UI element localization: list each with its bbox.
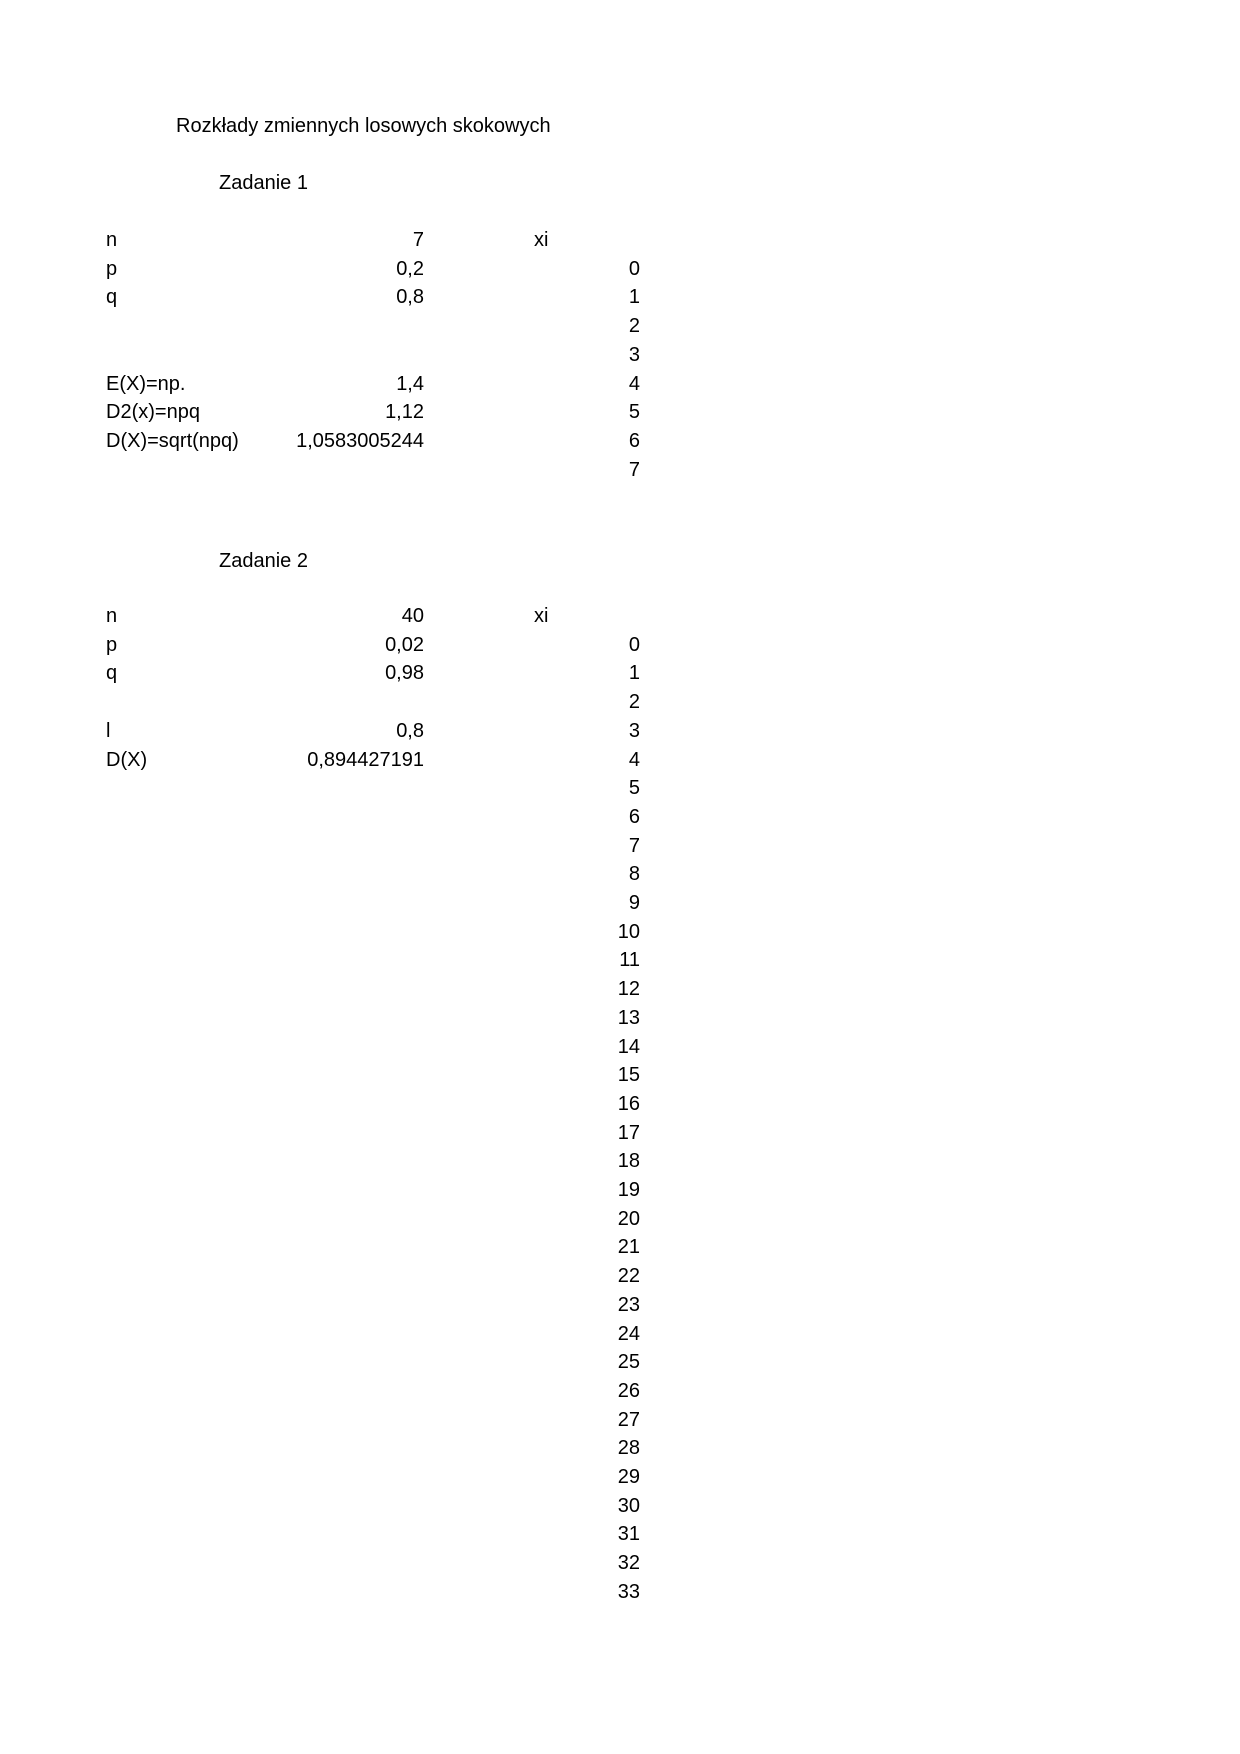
xi-value: 3 [628, 343, 640, 366]
xi-value: 4 [628, 372, 640, 395]
param-label: D(X) [106, 748, 148, 771]
xi-value: 12 [617, 978, 640, 1001]
param-label: n [106, 229, 118, 251]
param-value: 1,12 [385, 401, 424, 424]
param-value: 0,894427191 [307, 748, 424, 771]
param-value: 0,02 [385, 633, 424, 656]
zadanie-1-heading: Zadanie 1 [219, 172, 308, 194]
xi-value: 6 [628, 805, 640, 828]
zadanie-2-heading: Zadanie 2 [219, 550, 308, 572]
xi-value: 20 [617, 1207, 640, 1230]
xi-value: 11 [619, 949, 640, 972]
xi-value: 2 [628, 691, 640, 714]
param-value: 0,98 [385, 662, 424, 685]
xi-value: 30 [617, 1494, 640, 1517]
param-value: 0,8 [396, 286, 424, 309]
xi-value: 13 [617, 1006, 640, 1029]
xi-value: 33 [617, 1580, 640, 1603]
xi-header: xi [534, 605, 549, 627]
xi-value: 15 [617, 1064, 640, 1087]
xi-value: 6 [628, 429, 640, 452]
xi-value: 9 [628, 892, 640, 914]
xi-value: 29 [617, 1466, 640, 1488]
xi-header: xi [534, 229, 549, 251]
xi-value: 28 [617, 1437, 640, 1460]
xi-value: 7 [628, 458, 640, 481]
xi-value: 26 [617, 1379, 640, 1402]
xi-value: 0 [628, 633, 640, 656]
param-value: 40 [401, 605, 424, 627]
param-label: q [106, 286, 118, 309]
xi-value: 16 [617, 1092, 640, 1115]
xi-value: 0 [628, 257, 640, 280]
xi-value: 8 [628, 863, 640, 886]
xi-value: 1 [628, 286, 640, 309]
xi-value: 10 [617, 920, 640, 943]
param-value: 7 [412, 229, 424, 251]
xi-value: 27 [617, 1408, 640, 1431]
page-title: Rozkłady zmiennych losowych skokowych [176, 115, 551, 137]
xi-value: 25 [617, 1351, 640, 1374]
xi-value: 17 [617, 1121, 640, 1144]
param-label: E(X)=np. [106, 372, 186, 395]
xi-value: 22 [617, 1265, 640, 1288]
xi-value: 19 [617, 1179, 640, 1201]
xi-value: 2 [628, 315, 640, 338]
param-label: q [106, 662, 118, 685]
xi-value: 5 [628, 777, 640, 800]
param-value: 1,0583005244 [296, 429, 424, 452]
xi-value: 21 [617, 1236, 640, 1259]
xi-value: 18 [617, 1150, 640, 1173]
param-value: 0,8 [396, 719, 424, 742]
xi-value: 3 [628, 719, 640, 742]
param-label: l [106, 719, 111, 742]
xi-value: 7 [628, 834, 640, 857]
param-label: n [106, 605, 118, 627]
param-label: p [106, 257, 118, 280]
xi-value: 23 [617, 1293, 640, 1316]
param-label: D2(x)=npq [106, 401, 200, 424]
xi-value: 24 [617, 1322, 640, 1345]
xi-value: 31 [617, 1523, 640, 1546]
param-label: D(X)=sqrt(npq) [106, 429, 239, 452]
xi-value: 4 [628, 748, 640, 771]
param-value: 0,2 [396, 257, 424, 280]
xi-value: 5 [628, 401, 640, 424]
xi-value: 32 [617, 1552, 640, 1575]
param-value: 1,4 [396, 372, 424, 395]
param-label: p [106, 633, 118, 656]
xi-value: 1 [628, 662, 640, 685]
xi-value: 14 [617, 1035, 640, 1058]
